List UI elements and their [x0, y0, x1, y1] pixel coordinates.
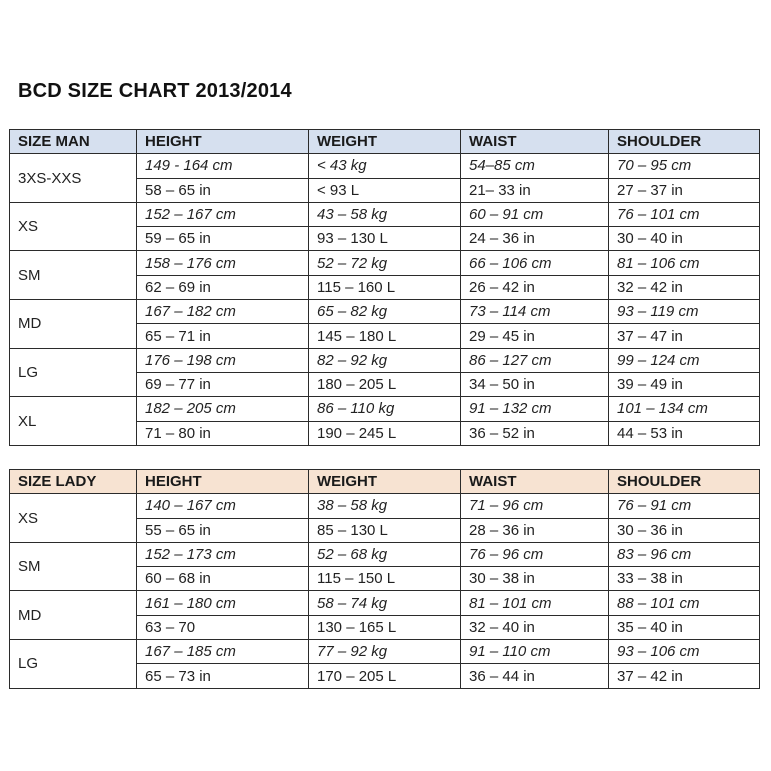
shoulder-metric-cell: 70 – 95 cm	[609, 154, 760, 178]
size-label: XS	[10, 494, 137, 543]
weight-imperial-cell: 190 – 245 L	[309, 421, 461, 445]
height-metric-cell: 176 – 198 cm	[137, 348, 309, 372]
table-row	[10, 542, 760, 566]
weight-metric-cell: 52 – 72 kg	[309, 251, 461, 275]
waist-metric-cell: 60 – 91 cm	[461, 202, 609, 226]
waist-metric-cell: 66 – 106 cm	[461, 251, 609, 275]
shoulder-metric-cell: 76 – 101 cm	[609, 202, 760, 226]
size-label: XL	[10, 397, 137, 446]
height-metric-cell: 140 – 167 cm	[137, 494, 309, 518]
size-label: MD	[10, 591, 137, 640]
height-metric-cell: 149 - 164 cm	[137, 154, 309, 178]
shoulder-imperial-cell: 44 – 53 in	[609, 421, 760, 445]
shoulder-imperial-cell: 33 – 38 in	[609, 567, 760, 591]
waist-metric-cell: 76 – 96 cm	[461, 542, 609, 566]
weight-imperial-cell: 115 – 150 L	[309, 567, 461, 591]
waist-metric-cell: 91 – 132 cm	[461, 397, 609, 421]
table-row	[10, 397, 760, 421]
table-row	[10, 300, 760, 324]
waist-metric-cell: 81 – 101 cm	[461, 591, 609, 615]
table-row	[10, 591, 760, 615]
weight-imperial-cell: < 93 L	[309, 178, 461, 202]
header-weight: WEIGHT	[309, 470, 461, 494]
shoulder-imperial-cell: 37 – 42 in	[609, 664, 760, 688]
shoulder-imperial-cell: 30 – 40 in	[609, 227, 760, 251]
weight-metric-cell: 86 – 110 kg	[309, 397, 461, 421]
table-row	[10, 154, 760, 178]
size-label: LG	[10, 348, 137, 397]
waist-imperial-cell: 34 – 50 in	[461, 372, 609, 396]
waist-imperial-cell: 24 – 36 in	[461, 227, 609, 251]
shoulder-imperial-cell: 39 – 49 in	[609, 372, 760, 396]
height-imperial-cell: 55 – 65 in	[137, 518, 309, 542]
height-imperial-cell: 65 – 73 in	[137, 664, 309, 688]
waist-imperial-cell: 36 – 52 in	[461, 421, 609, 445]
size-label: LG	[10, 640, 137, 689]
size-table-lady	[9, 469, 760, 689]
shoulder-imperial-cell: 30 – 36 in	[609, 518, 760, 542]
height-metric-cell: 152 – 167 cm	[137, 202, 309, 226]
chart-title: BCD SIZE CHART 2013/2014	[18, 80, 292, 102]
table-row	[10, 251, 760, 275]
shoulder-metric-cell: 83 – 96 cm	[609, 542, 760, 566]
waist-metric-cell: 73 – 114 cm	[461, 300, 609, 324]
weight-metric-cell: < 43 kg	[309, 154, 461, 178]
height-imperial-cell: 60 – 68 in	[137, 567, 309, 591]
shoulder-imperial-cell: 35 – 40 in	[609, 615, 760, 639]
height-metric-cell: 161 – 180 cm	[137, 591, 309, 615]
size-table-man	[9, 129, 760, 446]
waist-imperial-cell: 30 – 38 in	[461, 567, 609, 591]
size-label: MD	[10, 300, 137, 349]
header-height: HEIGHT	[137, 130, 309, 154]
shoulder-metric-cell: 93 – 119 cm	[609, 300, 760, 324]
weight-metric-cell: 82 – 92 kg	[309, 348, 461, 372]
weight-metric-cell: 52 – 68 kg	[309, 542, 461, 566]
weight-metric-cell: 77 – 92 kg	[309, 640, 461, 664]
waist-metric-cell: 86 – 127 cm	[461, 348, 609, 372]
header-size-man: SIZE MAN	[10, 130, 137, 154]
height-metric-cell: 167 – 185 cm	[137, 640, 309, 664]
weight-imperial-cell: 85 – 130 L	[309, 518, 461, 542]
shoulder-metric-cell: 88 – 101 cm	[609, 591, 760, 615]
table-header-row	[10, 470, 760, 494]
weight-imperial-cell: 145 – 180 L	[309, 324, 461, 348]
table-row	[10, 348, 760, 372]
height-metric-cell: 152 – 173 cm	[137, 542, 309, 566]
weight-imperial-cell: 130 – 165 L	[309, 615, 461, 639]
shoulder-metric-cell: 101 – 134 cm	[609, 397, 760, 421]
table-row	[10, 494, 760, 518]
waist-imperial-cell: 36 – 44 in	[461, 664, 609, 688]
weight-metric-cell: 43 – 58 kg	[309, 202, 461, 226]
shoulder-metric-cell: 76 – 91 cm	[609, 494, 760, 518]
header-height: HEIGHT	[137, 470, 309, 494]
weight-metric-cell: 58 – 74 kg	[309, 591, 461, 615]
height-metric-cell: 167 – 182 cm	[137, 300, 309, 324]
height-metric-cell: 158 – 176 cm	[137, 251, 309, 275]
header-waist: WAIST	[461, 130, 609, 154]
weight-imperial-cell: 180 – 205 L	[309, 372, 461, 396]
weight-metric-cell: 38 – 58 kg	[309, 494, 461, 518]
shoulder-metric-cell: 93 – 106 cm	[609, 640, 760, 664]
waist-metric-cell: 71 – 96 cm	[461, 494, 609, 518]
size-label: SM	[10, 542, 137, 591]
shoulder-imperial-cell: 27 – 37 in	[609, 178, 760, 202]
height-metric-cell: 182 – 205 cm	[137, 397, 309, 421]
table-row	[10, 640, 760, 664]
size-label: XS	[10, 202, 137, 251]
size-label: SM	[10, 251, 137, 300]
weight-imperial-cell: 115 – 160 L	[309, 275, 461, 299]
waist-imperial-cell: 32 – 40 in	[461, 615, 609, 639]
height-imperial-cell: 63 – 70	[137, 615, 309, 639]
height-imperial-cell: 65 – 71 in	[137, 324, 309, 348]
shoulder-metric-cell: 81 – 106 cm	[609, 251, 760, 275]
header-shoulder: SHOULDER	[609, 130, 760, 154]
weight-imperial-cell: 170 – 205 L	[309, 664, 461, 688]
table-row	[10, 202, 760, 226]
header-waist: WAIST	[461, 470, 609, 494]
table-header-row	[10, 130, 760, 154]
waist-imperial-cell: 29 – 45 in	[461, 324, 609, 348]
waist-metric-cell: 54–85 cm	[461, 154, 609, 178]
waist-imperial-cell: 28 – 36 in	[461, 518, 609, 542]
height-imperial-cell: 71 – 80 in	[137, 421, 309, 445]
waist-metric-cell: 91 – 110 cm	[461, 640, 609, 664]
header-shoulder: SHOULDER	[609, 470, 760, 494]
weight-metric-cell: 65 – 82 kg	[309, 300, 461, 324]
height-imperial-cell: 62 – 69 in	[137, 275, 309, 299]
shoulder-metric-cell: 99 – 124 cm	[609, 348, 760, 372]
waist-imperial-cell: 21– 33 in	[461, 178, 609, 202]
height-imperial-cell: 58 – 65 in	[137, 178, 309, 202]
shoulder-imperial-cell: 37 – 47 in	[609, 324, 760, 348]
waist-imperial-cell: 26 – 42 in	[461, 275, 609, 299]
shoulder-imperial-cell: 32 – 42 in	[609, 275, 760, 299]
height-imperial-cell: 59 – 65 in	[137, 227, 309, 251]
size-label: 3XS-XXS	[10, 154, 137, 203]
header-weight: WEIGHT	[309, 130, 461, 154]
header-size-lady: SIZE LADY	[10, 470, 137, 494]
height-imperial-cell: 69 – 77 in	[137, 372, 309, 396]
weight-imperial-cell: 93 – 130 L	[309, 227, 461, 251]
